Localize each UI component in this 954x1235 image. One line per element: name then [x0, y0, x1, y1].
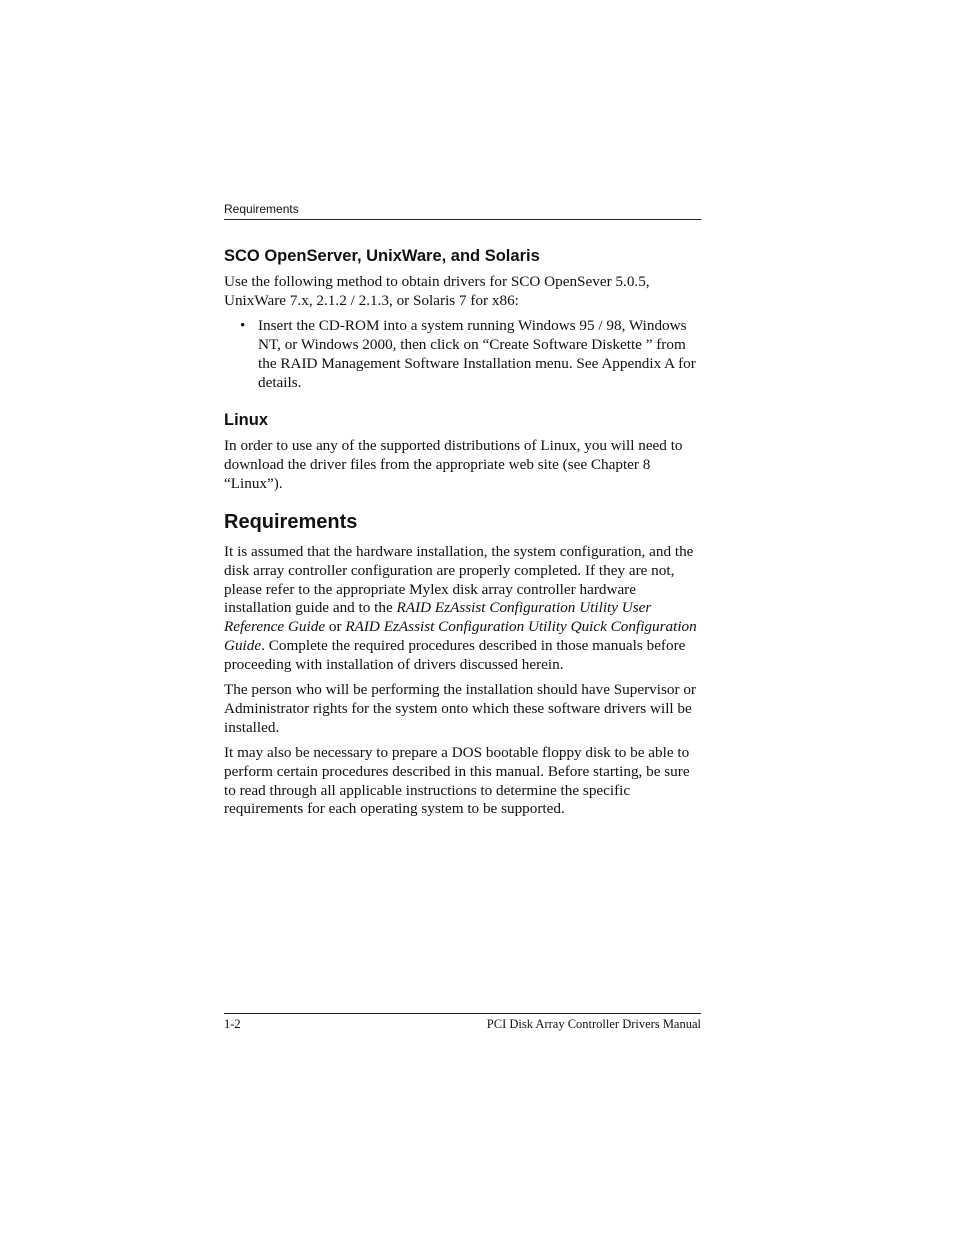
sco-bullet-text: Insert the CD-ROM into a system running Windows 95 / 98, Windows NT, or Windows 2000, then click on “Create Software Diskette ” from the RAID Management Software Installation menu. See Appendix A for details.	[258, 317, 696, 391]
requirements-paragraph-2: The person who will be performing the installation should have Supervisor or Administrator rights for the system onto which these software drivers will be installed.	[224, 681, 696, 736]
para1-text-1: It is assumed that the hardware installation, the system configuration, and the disk array controller configuration are properly completed. If they are not, please refer to the appropriate Mylex disk array controller hardware installation guide and to the	[224, 543, 694, 617]
para1-text-3: . Complete the required procedures described in those manuals before proceeding with installation of drivers discussed herein.	[224, 636, 686, 673]
sco-bullet-item	[240, 317, 701, 392]
linux-paragraph: In order to use any of the supported distributions of Linux, you will need to download the driver files from the appropriate web site (see Chapter 8 “Linux”).	[224, 437, 683, 492]
sco-bullet-list	[224, 317, 701, 392]
para1-guide-title-1: RAID EzAssist Configuration Utility User Reference Guide	[224, 599, 652, 636]
page-number: 1-2	[224, 1017, 241, 1031]
running-header-title: Requirements	[224, 202, 299, 216]
document-page	[224, 0, 701, 1235]
requirements-section	[224, 510, 701, 819]
bullet-icon: •	[240, 317, 246, 335]
manual-title: PCI Disk Array Controller Drivers Manual	[486, 1017, 701, 1031]
sco-intro-paragraph: Use the following method to obtain drivers for SCO OpenSever 5.0.5, UnixWare 7.x, 2.1.2 / 2.1.3, or Solaris 7 for x86:	[224, 273, 650, 309]
sco-section	[224, 246, 701, 392]
requirements-paragraph-3: It may also be necessary to prepare a DOS bootable floppy disk to be able to perform certain procedures described in this manual. Before starting, be sure to read through all applicable instructions to determine the specific requirements for each operating system to be supported.	[224, 744, 690, 818]
running-header	[224, 202, 701, 220]
requirements-paragraph-1	[224, 543, 701, 674]
sco-heading: SCO OpenServer, UnixWare, and Solaris	[224, 247, 540, 265]
page-content	[224, 246, 701, 826]
linux-heading: Linux	[224, 411, 268, 430]
para1-guide-title-2: RAID EzAssist Configuration Utility Quick Configuration Guide	[224, 618, 697, 654]
linux-section	[224, 410, 701, 493]
requirements-heading: Requirements	[224, 511, 358, 534]
running-footer	[224, 1013, 701, 1032]
para1-text-2: or	[325, 618, 346, 636]
